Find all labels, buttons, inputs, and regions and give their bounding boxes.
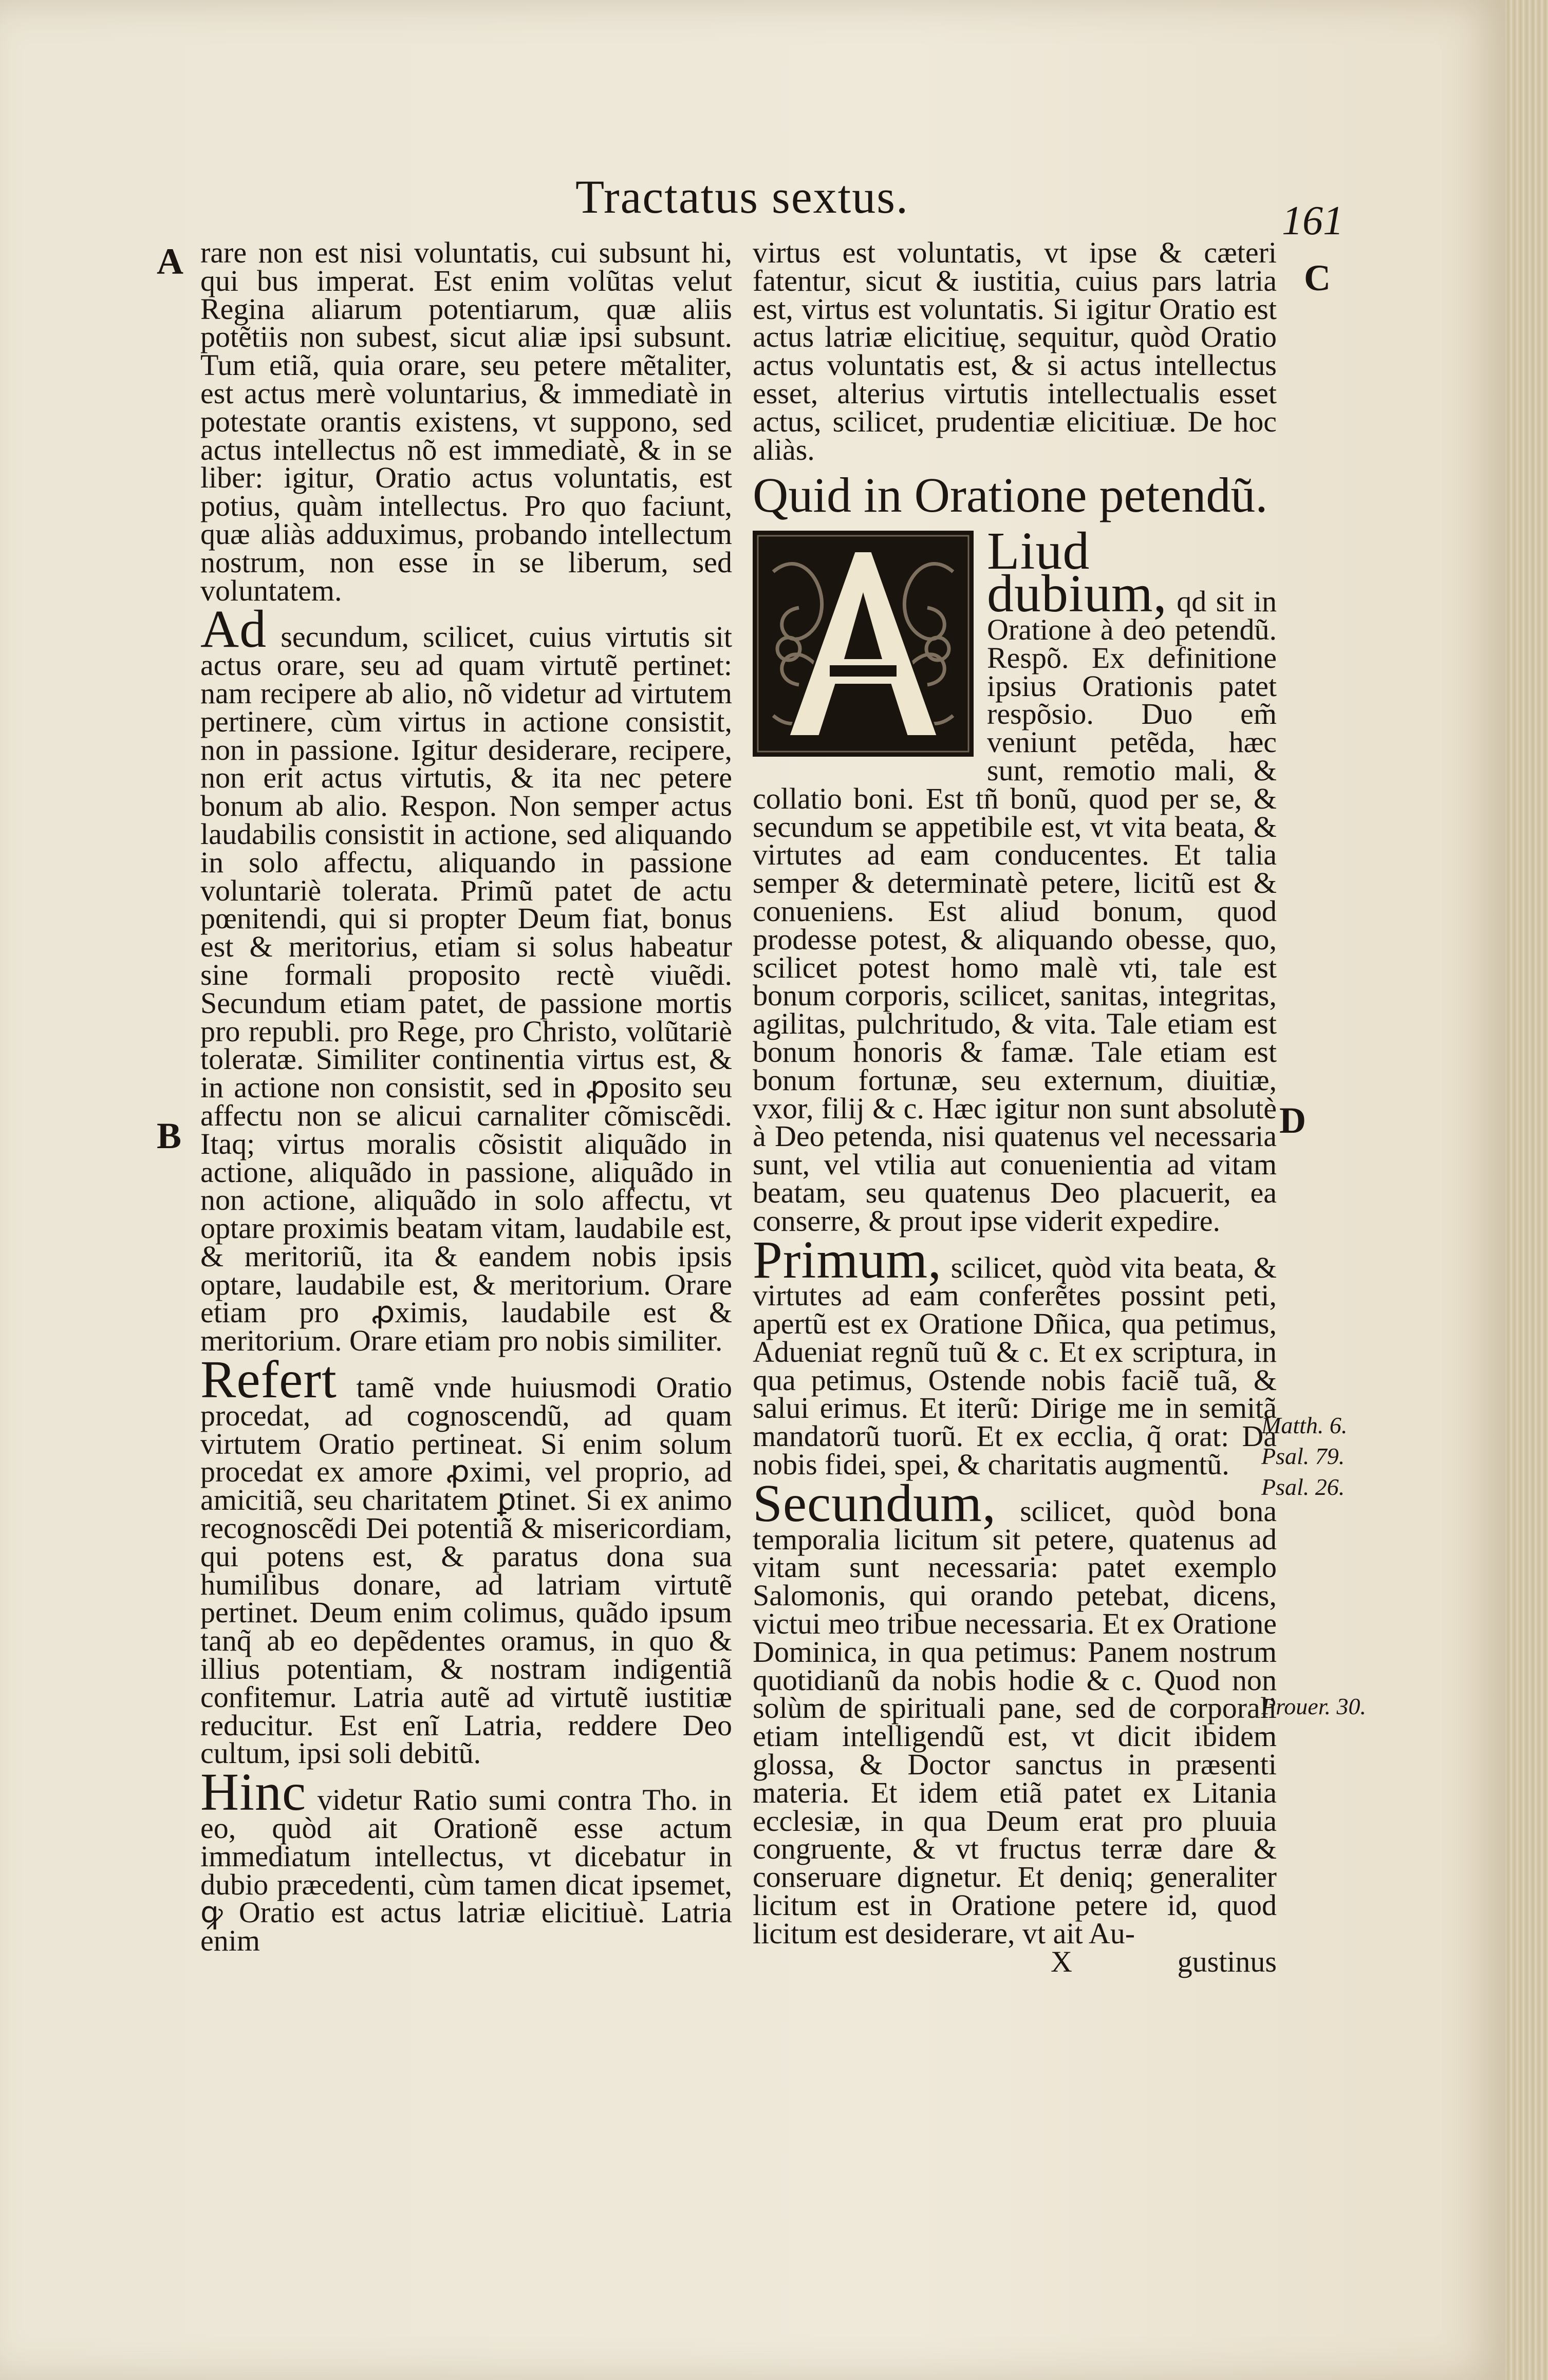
left-paragraph-3	[200, 1350, 732, 1770]
right-column	[753, 236, 1277, 1979]
page-edges	[1505, 0, 1548, 2380]
folio-number: 161	[1282, 198, 1344, 243]
decorated-initial-a-icon	[753, 531, 974, 757]
left-p4-lead-word: Hinc	[200, 1763, 307, 1822]
right-paragraph-1: virtus est voluntatis, vt ipse & cæteri fatentur, sicut & iustitia, cuius pars latria est, virtus est voluntatis. Si igitur Oratio est actus latriæ elicitiuę, sequitur, quòd Oratio actus voluntatis est, & si actus intellectus esset, alterius virtutis intellectualis esset actus, scilicet, prudentiæ elicitiuæ. De hoc aliàs.	[753, 236, 1277, 466]
running-title: Tractatus sextus.	[575, 171, 909, 223]
right-paragraph-3	[753, 1230, 1277, 1482]
right-p4-lead-word: Secundum,	[753, 1473, 997, 1533]
right-p3-text: scilicet, quòd vita beata, & virtutes ad eam conferẽtes possint peti, apertũ est ex Oratione Dñica, qua petimus, Adueniat regnũ tuũ & c. Et ex scriptura, in qua petimus, Ostende nobis faciẽ tuã, & salui erimus. Et iterũ: Dirige me in semitã mandatorũ tuorũ. Et ex ecclia, q̃ orat: Da nobis fidei, spei, & charitatis augmentũ.	[753, 1250, 1277, 1482]
right-paragraph-2	[753, 521, 1277, 1238]
right-paragraph-4	[753, 1473, 1277, 1950]
right-p2-lead-word: Liud dubium,	[987, 521, 1167, 624]
margin-letter-c: C	[1304, 257, 1331, 298]
signature-mark: X	[1051, 1944, 1072, 1978]
left-p3-lead-word: Refert	[200, 1350, 337, 1410]
margin-note-psal-79: Psal. 79.	[1261, 1443, 1345, 1469]
section-heading: Quid in Oratione petendũ.	[753, 467, 1268, 523]
footer-line	[753, 1944, 1277, 1979]
margin-note-prouer: Prouer. 30.	[1261, 1693, 1367, 1719]
margin-note-psal-26: Psal. 26.	[1261, 1474, 1345, 1500]
left-paragraph-2	[200, 599, 732, 1358]
right-p4-text: scilicet, quòd bona temporalia licitum sit petere, quatenus ad vitam sunt necessaria: patet exemplo Salomonis, qui orando petebat, dicens, victui meo tribue necessaria. Et ex Oratione Dominica, in qua petimus: Panem nostrum quotidianũ da nobis hodie & c. Quod non solùm de spirituali pane, sed de corporali etiam intelligendũ est, vt dicit ibidem glossa, & Doctor sanctus in præsenti materia. Et idem etiã patet ex Litania ecclesiæ, in qua Deum erat pro pluuia congruente, & vt fructus terræ dare & conseruare dignetur. Et deniq; generaliter licitum est in Oratione petere id, quod licitum est desiderare, vt ait Au-	[753, 1494, 1277, 1950]
left-column	[200, 236, 732, 1958]
left-p4-text: videtur Ratio sumi contra Tho. in eo, quòd ait Orationẽ esse actum immediatum intellectus, vt dicebatur in dubio præcedenti, cùm tamen dicat ipsemet, ꝙ Oratio est actus latriæ elicitiuè. Latria enim	[200, 1783, 732, 1958]
margin-letter-d: D	[1279, 1100, 1306, 1141]
left-p2-lead-word: Ad	[200, 599, 267, 659]
left-p2-text: secundum, scilicet, cuius virtutis sit actus orare, seu ad quam virtutẽ pertinet: nam recipere ab alio, nõ videtur ad virtutem pertinere, cùm virtus in actione consistit, non in passione. Igitur desiderare, recipere, non erit actus virtutis, & ita nec petere bonum ab alio. Respon. Non semper actus laudabilis consistit in actione, sed aliquando in solo affectu, aliquando in passione voluntariè tolerata. Primũ patet de actu pœnitendi, qui si propter Deum fiat, bonus est & meritorius, etiam si solus habeatur sine formali proposito rectè viuẽdi. Secundum etiam patet, de passione mortis pro republi. pro Rege, pro Christo, volũtariè toleratæ. Similiter continentia virtus est, & in actione non consistit, sed in ꝓposito seu affectu non se alicui carnaliter cõmiscẽdi. Itaq; virtus moralis cõsistit aliquãdo in actione, aliquãdo in passione, aliquãdo in non actione, aliquãdo in solo affectu, vt optare proximis beatam vitam, laudabile est, & meritoriũ, ita & eandem nobis ipsis optare, laudabile est, & meritorium. Orare etiam pro ꝓximis, laudabile est & meritorium. Orare etiam pro nobis similiter.	[200, 620, 732, 1358]
right-p3-lead-word: Primum,	[753, 1230, 942, 1289]
left-p3-text: tamẽ vnde huiusmodi Oratio procedat, ad cognoscendũ, ad quam virtutem Oratio pertineat. Si enim solum procedat ex amore ꝓximi, vel proprio, ad amicitiã, seu charitatem ꝑtinet. Si ex animo recognoscẽdi Dei potentiã & misericordiam, qui potens est, & paratus dona sua humilibus donare, ad latriam virtutẽ pertinet. Deum enim colimus, quãdo ipsum tanq̃ ab eo depẽdentes oramus, in quo & illius potentiam, & nostram indigentiã confitemur. Latria autẽ ad virtutẽ iustitiæ reducitur. Est enĩ Latria, reddere Deo cultum, ipsi soli debitũ.	[200, 1371, 732, 1770]
margin-letter-a: A	[157, 241, 183, 282]
margin-note-matth: Matth. 6.	[1261, 1412, 1348, 1438]
catchword: gustinus	[1177, 1944, 1277, 1978]
right-p2-text: qd sit in Oratione à deo petendũ. Respõ. Ex definitione ipsius Orationis patet respõsio. Duo em̃ veniunt petẽda, hæc sunt, remotio mali, & collatio boni. Est tñ bonũ, quod per se, & secundum se appetibile est, vt vita beata, & virtutes ad eam conducentes. Et talia semper & determinatè petere, licitũ est & conueniens. Est aliud bonum, quod prodesse potest, & aliquando obesse, quo, scilicet potest homo malè vti, tale est bonum corporis, scilicet, sanitas, integritas, agilitas, pulchritudo, & vita. Tale etiam est bonum honoris & famæ. Tale etiam est bonum fortunæ, seu externum, diuitiæ, vxor, filij & c. Hæc igitur non sunt absolutè à Deo petenda, nisi quatenus vel necessaria sunt, vel vtilia aut conuenientia ad vitam beatam, seu quatenus Deo placuerit, ea conserre, & prout ipse viderit expedire.	[753, 585, 1277, 1238]
margin-letter-b: B	[157, 1115, 182, 1156]
left-paragraph-1: rare non est nisi voluntatis, cui subsunt hi, qui bus imperat. Est enim volũtas velut Regina aliarum potentiarum, quæ aliis potẽtiis non subest, sicut aliæ ipsi subsunt. Tum etiã, quia orare, seu petere mẽtaliter, est actus merè voluntarius, & immediatè in potestate orantis existens, vt suppono, sed actus intellectus nõ est immediatè, & in se liber: igitur, Oratio actus voluntatis, est potius, quàm intellectus. Pro quo faciunt, quæ aliàs adduximus, probando intellectum nostrum, non esse in se liberum, sed voluntatem.	[200, 236, 732, 607]
decorated-initial	[753, 531, 974, 757]
left-paragraph-4	[200, 1763, 732, 1958]
